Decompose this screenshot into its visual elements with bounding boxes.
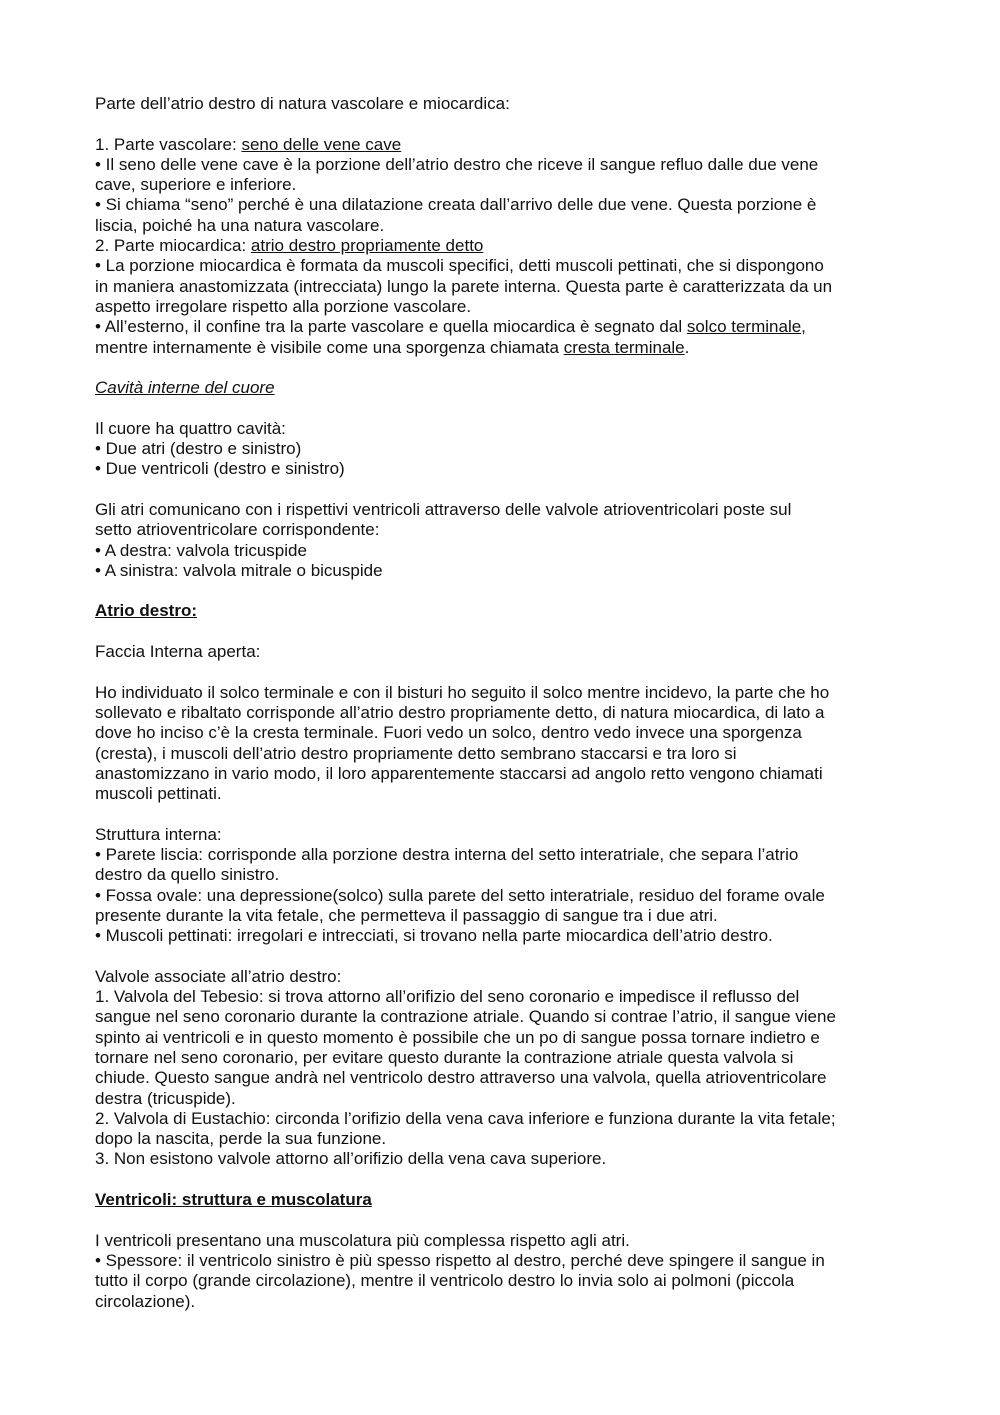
ventricoli-title: Ventricoli: struttura e muscolatura: [95, 1190, 372, 1210]
atrio-destro-title: Atrio destro:: [95, 601, 197, 621]
face-label: Faccia Interna aperta:: [95, 642, 261, 662]
text-line: muscoli pettinati.: [95, 784, 222, 804]
list-item: • A sinistra: valvola mitrale o bicuspide: [95, 560, 383, 580]
myocardial-part-term: atrio destro propriamente detto: [250, 236, 484, 256]
text-line: spinto ai ventricoli e in questo momento è possibile che un po di sangue possa tornare indietro e: [95, 1027, 820, 1047]
spacer: [95, 662, 915, 682]
intro-heading: Parte dell’atrio destro di natura vascolare e miocardica:: [95, 94, 510, 113]
solco-terminale-term: solco terminale: [686, 317, 802, 337]
text-line: • Parete liscia: corrisponde alla porzione destra interna del setto interatriale, che separa l’atrio: [95, 844, 799, 864]
text-line: mentre internamente è visibile come una sporgenza chiamata cresta terminale.: [95, 337, 690, 357]
text-line: I ventricoli presentano una muscolatura più complessa rispetto agli atri.: [95, 1230, 630, 1250]
text-line: Ho individuato il solco terminale e con il bisturi ho seguito il solco mentre incidevo, la parte che ho: [95, 682, 830, 702]
list-item: • A destra: valvola tricuspide: [95, 540, 307, 560]
struct-title: Struttura interna:: [95, 824, 222, 844]
text-line: dove ho inciso c’è la cresta terminale. Fuori vedo un solco, dentro vedo invece una sporgenza: [95, 723, 802, 743]
text-line: 3. Non esistono valvole attorno all’orifizio della vena cava superiore.: [95, 1149, 607, 1169]
text-line: • La porzione miocardica è formata da muscoli specifici, detti muscoli pettinati, che si dispongono: [95, 256, 824, 276]
cavities-title: Cavità interne del cuore: [95, 378, 275, 398]
text-line: circolazione).: [95, 1291, 196, 1311]
spacer: [95, 358, 915, 378]
spacer: [95, 398, 915, 418]
text-line: aspetto irregolare rispetto alla porzione vascolare.: [95, 296, 472, 316]
document-page: [95, 94, 915, 1312]
cavities-lead: Il cuore ha quattro cavità:: [95, 418, 286, 438]
spacer: [95, 622, 915, 642]
text-line: 1. Valvola del Tebesio: si trova attorno all’orifizio del seno coronario e impedisce il reflusso del: [95, 987, 800, 1007]
spacer: [95, 1170, 915, 1190]
spacer: [95, 804, 915, 824]
list-item: • Due ventricoli (destro e sinistro): [95, 459, 345, 479]
text-line: (cresta), i muscoli dell’atrio destro propriamente detto sembrano staccarsi e tra loro si: [95, 743, 737, 763]
text-line: sangue nel seno coronario durante la contrazione atriale. Quando si contrae l’atrio, il sangue viene: [95, 1007, 836, 1027]
cresta-terminale-term: cresta terminale: [563, 337, 685, 357]
spacer: [95, 480, 915, 500]
text-line: • Spessore: il ventricolo sinistro è più spesso rispetto al destro, perché deve spingere il sangue in: [95, 1250, 825, 1270]
text-line: 2. Valvola di Eustachio: circonda l’orifizio della vena cava inferiore e funziona durante la vita fetale;: [95, 1108, 836, 1128]
text-line: in maniera anastomizzata (intrecciata) lungo la parete interna. Questa parte è caratterizzata da un: [95, 276, 833, 296]
text-line: dopo la nascita, perde la sua funzione.: [95, 1129, 387, 1149]
text-line: sollevato e ribaltato corrisponde all’atrio destro propriamente detto, di natura miocardica, di lato a: [95, 702, 825, 722]
text-line: tornare nel seno coronario, per evitare questo durante la contrazione atriale questa valvola si: [95, 1047, 794, 1067]
text-line: cave, superiore e inferiore.: [95, 175, 297, 195]
text-line: • Si chiama “seno” perché è una dilatazione creata dall’arrivo delle due vene. Questa porzione è: [95, 195, 817, 215]
vascular-part-term: seno delle vene cave: [241, 134, 402, 154]
text-line: presente durante la vita fetale, che permetteva il passaggio di sangue tra i due atri.: [95, 905, 718, 925]
text-line: anastomizzano in vario modo, il loro apparentemente staccarsi ad angolo retto vengono chiamati: [95, 763, 823, 783]
text-line: • All’esterno, il confine tra la parte vascolare e quella miocardica è segnato dal solco terminale,: [95, 317, 806, 337]
vascular-part-item: 1. Parte vascolare: seno delle vene cave: [95, 134, 402, 154]
spacer: [95, 1210, 915, 1230]
text-line: liscia, poiché ha una natura vascolare.: [95, 215, 385, 235]
text-line: • Muscoli pettinati: irregolari e intrecciati, si trovano nella parte miocardica dell’atrio destro.: [95, 926, 773, 946]
text-line: Gli atri comunicano con i rispettivi ventricoli attraverso delle valvole atrioventricolari poste sul: [95, 499, 792, 519]
spacer: [95, 581, 915, 601]
text-line: setto atrioventricolare corrispondente:: [95, 520, 380, 540]
text-line: tutto il corpo (grande circolazione), mentre il ventricolo destro lo invia solo ai polmoni (piccola: [95, 1271, 795, 1291]
spacer: [95, 114, 915, 134]
text-line: chiude. Questo sangue andrà nel ventricolo destro attraverso una valvola, quella atrioventricolare: [95, 1068, 827, 1088]
text-line: • Il seno delle vene cave è la porzione dell’atrio destro che riceve il sangue refluo dalle due vene: [95, 154, 819, 174]
spacer: [95, 946, 915, 966]
valves-title: Valvole associate all’atrio destro:: [95, 966, 342, 986]
text-line: • Fossa ovale: una depressione(solco) sulla parete del setto interatriale, residuo del forame ovale: [95, 885, 825, 905]
list-item: • Due atri (destro e sinistro): [95, 439, 302, 459]
myocardial-part-item: 2. Parte miocardica: atrio destro propriamente detto: [95, 236, 484, 256]
text-line: destra (tricuspide).: [95, 1088, 236, 1108]
text-line: destro da quello sinistro.: [95, 865, 280, 885]
